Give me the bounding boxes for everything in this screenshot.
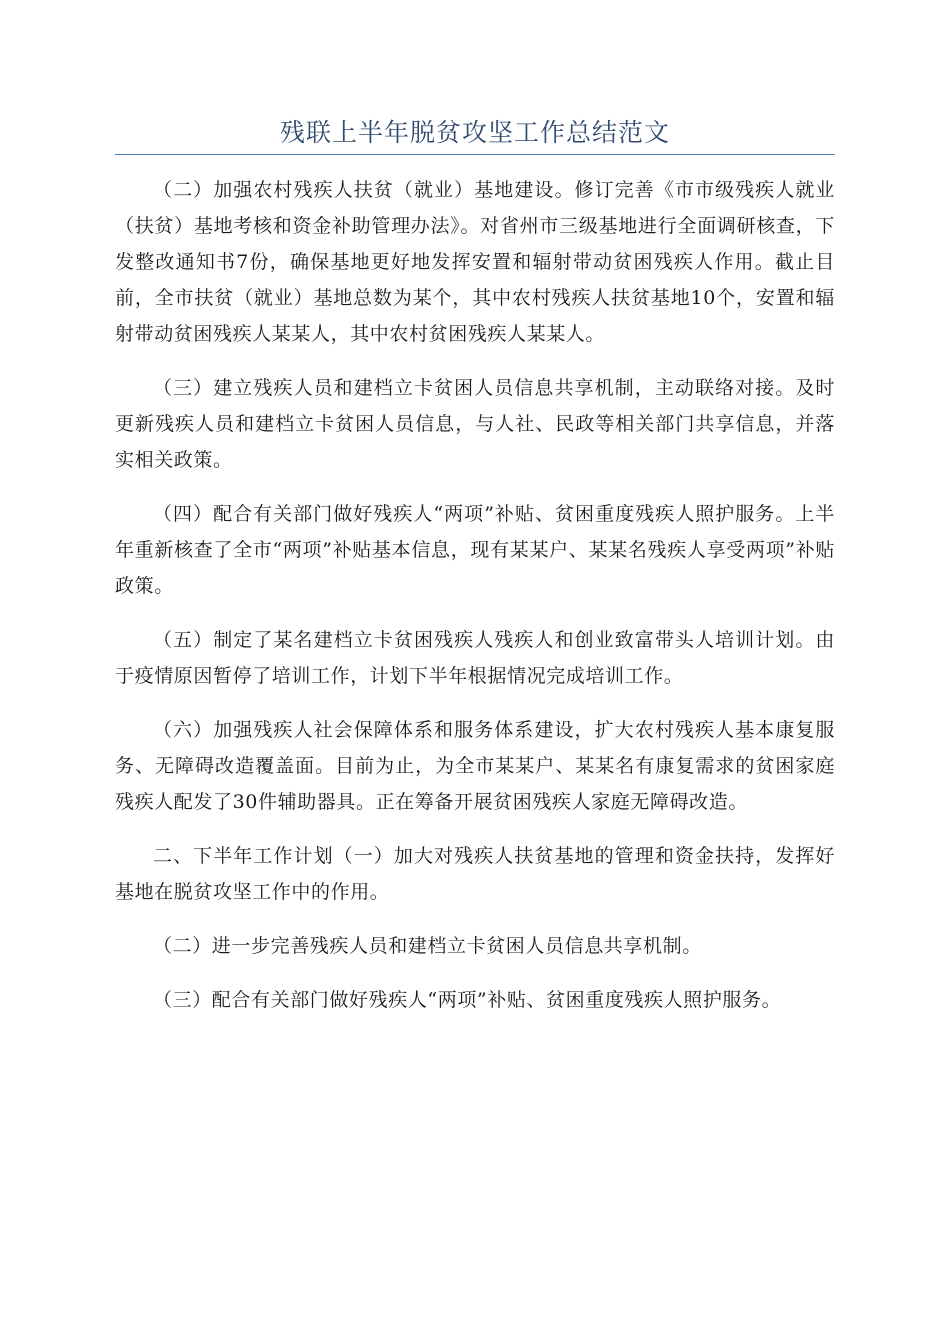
document-title: 残联上半年脱贫攻坚工作总结范文 (279, 118, 670, 147)
paragraph-3-info-sharing: （三）建立残疾人员和建档立卡贫困人员信息共享机制，主动联络对接。及时更新残疾人员和建档立卡贫困人员信息，与人社、民政等相关部门共享信息，并落实相关政策。 (115, 377, 835, 471)
paragraph-2-rural-base-construction: （二）加强农村残疾人扶贫（就业）基地建设。修订完善《市市级残疾人就业（扶贫）基地考核和资金补助管理办法》。对省州市三级基地进行全面调研核查，下发整改通知书7份，确保基地更好地发挥安置和辐射带动贫困残疾人作用。截止目前，全市扶贫（就业）基地总数为某个，其中农村残疾人扶贫基地10个，安置和辐射带动贫困残疾人某某人，其中农村贫困残疾人某某人。 (115, 179, 835, 345)
paragraph-second-half-plan-2: （二）进一步完善残疾人员和建档立卡贫困人员信息共享机制。 (153, 935, 702, 957)
paragraph-5-training-plan: （五）制定了某名建档立卡贫困残疾人残疾人和创业致富带头人培训计划。由于疫情原因暂停了培训工作，计划下半年根据情况完成培训工作。 (115, 629, 835, 687)
paragraph-6-social-security: （六）加强残疾人社会保障体系和服务体系建设，扩大农村残疾人基本康复服务、无障碍改造覆盖面。目前为止，为全市某某户、某某名有康复需求的贫困家庭残疾人配发了30件辅助器具。正在筹备开展贫困残疾人家庭无障碍改造。 (115, 719, 835, 813)
paragraph-4-subsidies: （四）配合有关部门做好残疾人“两项”补贴、贫困重度残疾人照护服务。上半年重新核查了全市“两项”补贴基本信息，现有某某户、某某名残疾人享受两项”补贴政策。 (115, 503, 835, 597)
paragraph-second-half-plan-3: （三）配合有关部门做好残疾人“两项”补贴、贫困重度残疾人照护服务。 (153, 989, 782, 1011)
document-body (115, 172, 835, 1036)
title-underline (115, 154, 835, 155)
paragraph-second-half-plan-1: 二、下半年工作计划（一）加大对残疾人扶贫基地的管理和资金扶持，发挥好基地在脱贫攻坚工作中的作用。 (115, 845, 835, 903)
